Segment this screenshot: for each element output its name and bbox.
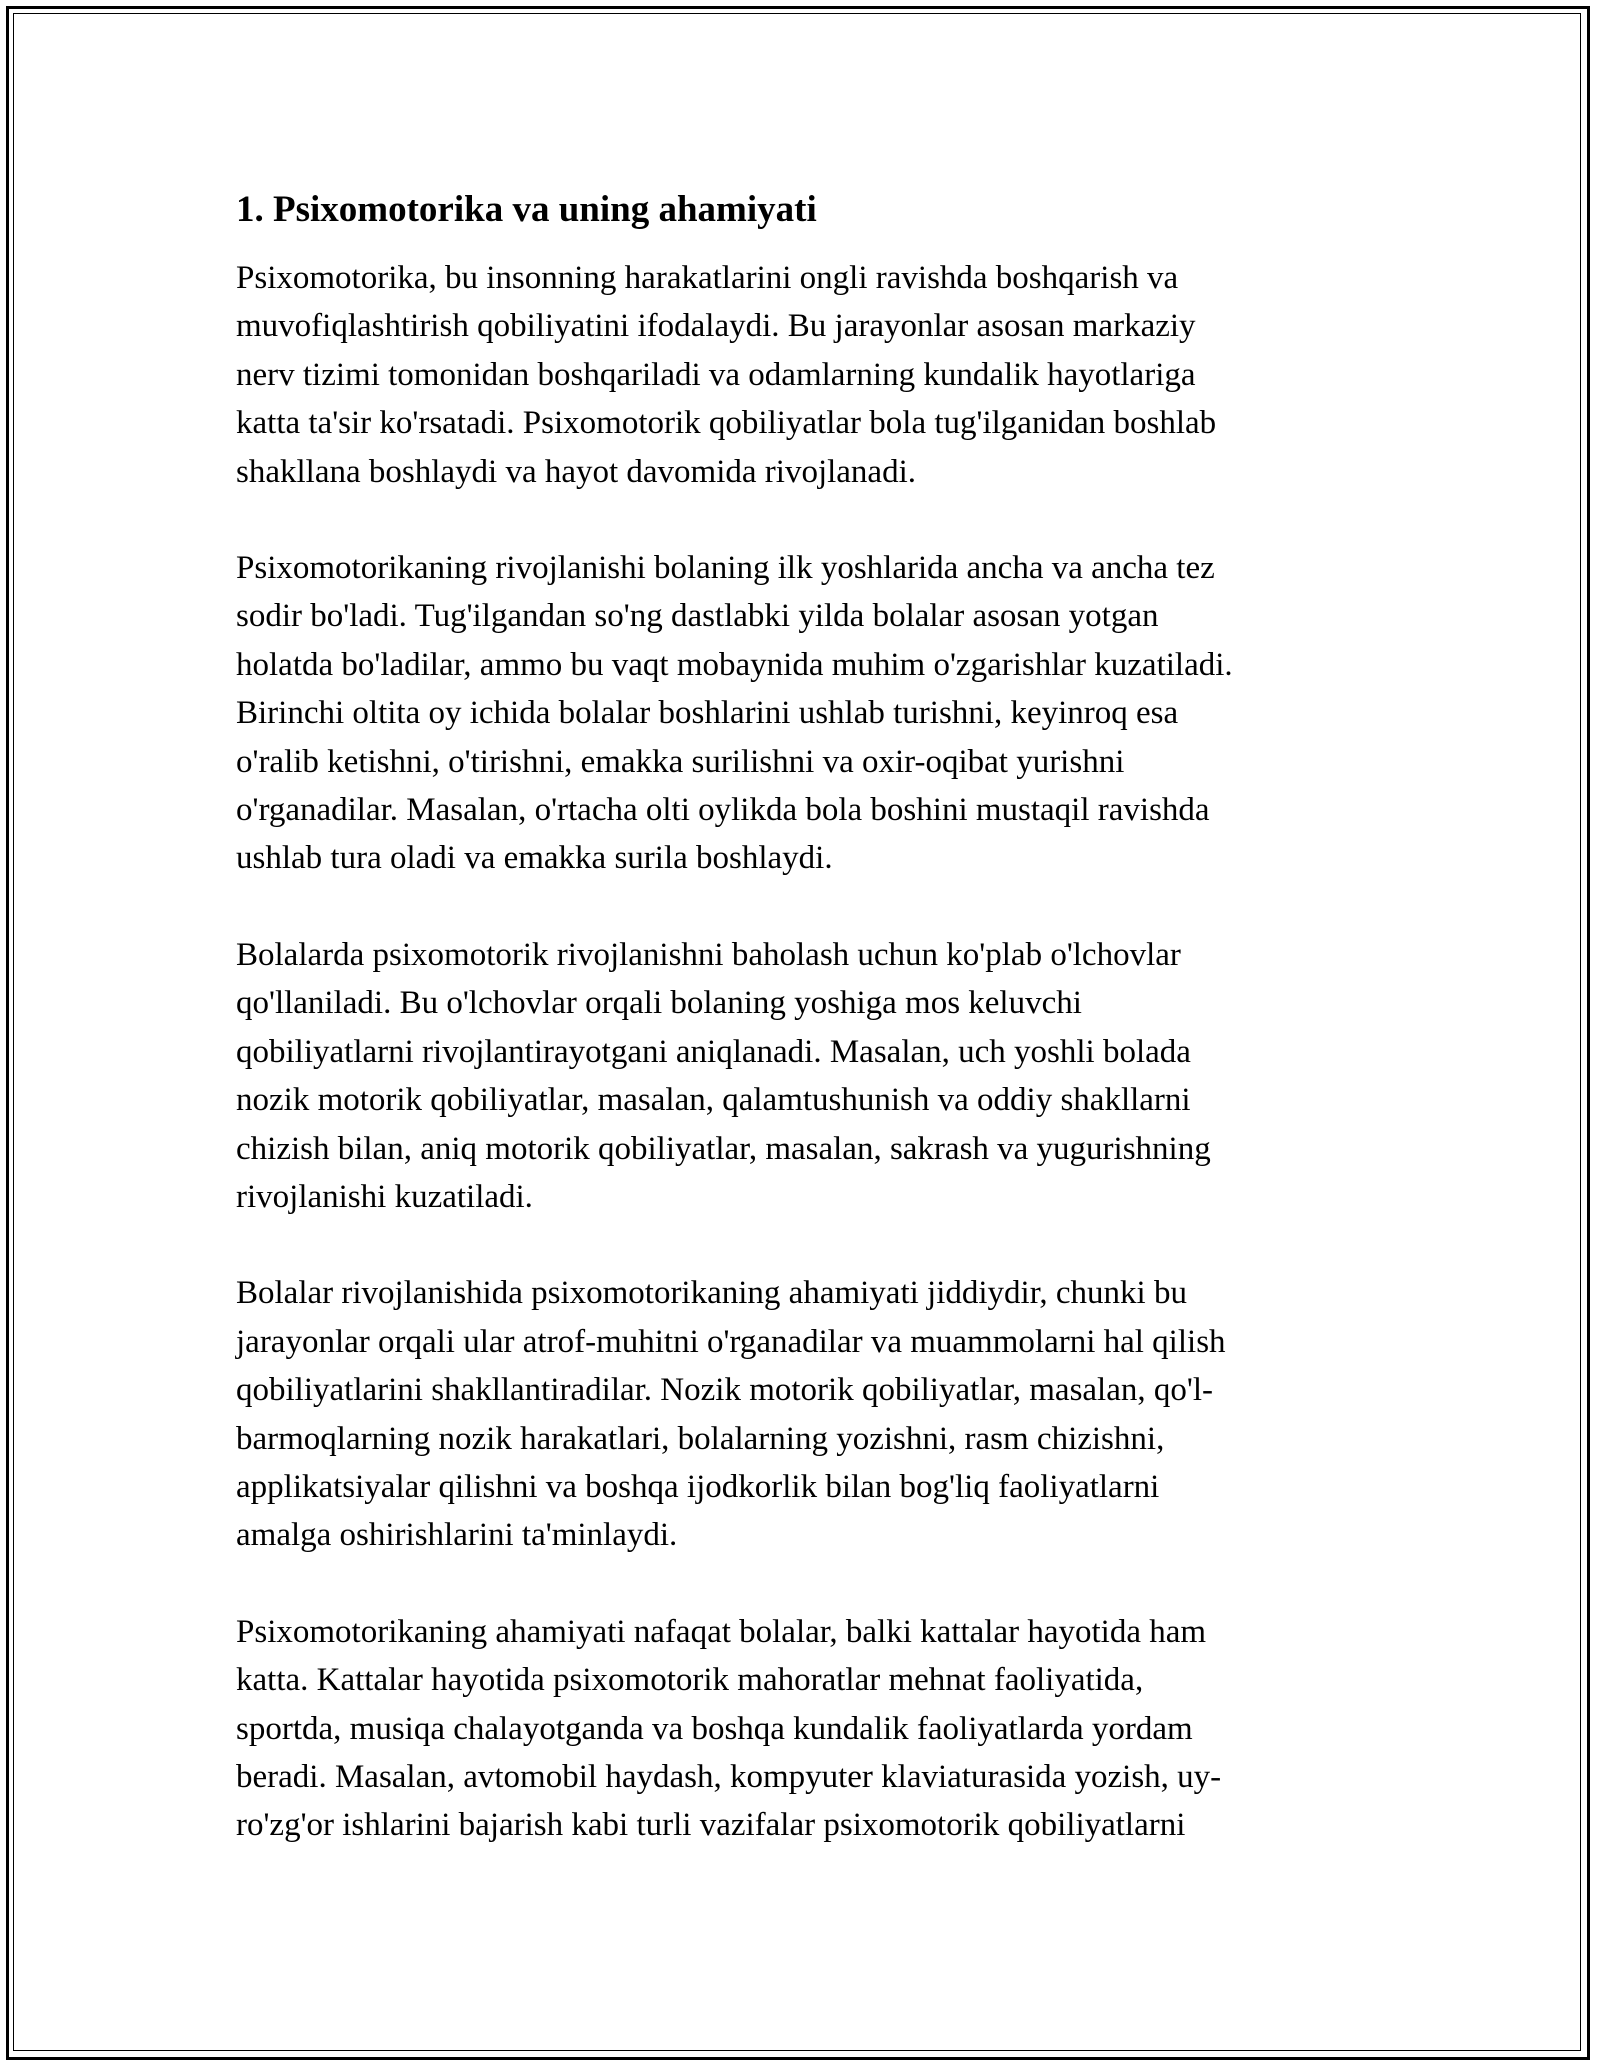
paragraph-1: Psixomotorika, bu insonning harakatlarini ongli ravishda boshqarish va muvofiqlashtirish qobiliyatini ifodalaydi. Bu jarayonlar asosan markaziy nerv tizimi tomonidan boshqariladi va odamlarning kundalik hayotlariga katta ta'sir ko'rsatadi. Psixomotorik qobiliyatlar bola tug'ilganidan boshlab shakllana boshlaydi va hayot davomida rivojlanadi. <box>236 260 1217 490</box>
paragraph-3: Bolalarda psixomotorik rivojlanishni baholash uchun ko'plab o'lchovlar qo'llaniladi. Bu o'lchovlar orqali bolaning yoshiga mos keluvchi qobiliyatlarni rivojlantirayotgani aniqlanadi. Masalan, uch yoshli bolada nozik motorik qobiliyatlar, masalan, qalamtushunish va oddiy shakllarni chizish bilan, aniq motorik qobiliyatlar, masalan, sakrash va yugurishning rivojlanishi kuzatiladi. <box>236 936 1211 1215</box>
paragraph-4: Bolalar rivojlanishida psixomotorikaning ahamiyati jiddiydir, chunki bu jarayonlar orqali ular atrof-muhitni o'rganadilar va muammolarni hal qilish qobiliyatlarini shakllantiradilar. Nozik motorik qobiliyatlar, masalan, qo'l- barmoqlarning nozik harakatlari, bolalarning yozishni, rasm chizishni, applikatsiyalar qilishni va boshqa ijodkorlik bilan bog'liq faoliyatlarni amalga oshirishlarini ta'minlaydi. <box>236 1275 1226 1554</box>
section-heading: 1. Psixomotorika va uning ahamiyati <box>236 189 817 230</box>
paragraph-2: Psixomotorikaning rivojlanishi bolaning ilk yoshlarida ancha va ancha tez sodir bo'ladi. Tug'ilgandan so'ng dastlabki yilda bolalar asosan yotgan holatda bo'ladilar, ammo bu vaqt mobaynida muhim o'zgarishlar kuzatiladi. Birinchi oltita oy ichida bolalar boshlarini ushlab turishni, keyinroq esa o'ralib ketishni, o'tirishni, emakka surilishni va oxir-oqibat yurishni o'rganadilar. Masalan, o'rtacha olti oylikda bola boshini mustaqil ravishda ushlab tura oladi va emakka surila boshlaydi. <box>236 550 1233 877</box>
paragraph-5: Psixomotorikaning ahamiyati nafaqat bolalar, balki kattalar hayotida ham katta. Kattalar hayotida psixomotorik mahoratlar mehnat faoliyatida, sportda, musiqa chalayotganda va boshqa kundalik faoliyatlarda yordam beradi. Masalan, avtomobil haydash, kompyuter klaviaturasida yozish, uy- ro'zg'or ishlarini bajarish kabi turli vazifalar psixomotorik qobiliyatlarni <box>236 1613 1222 1844</box>
document-body <box>236 186 1360 1898</box>
